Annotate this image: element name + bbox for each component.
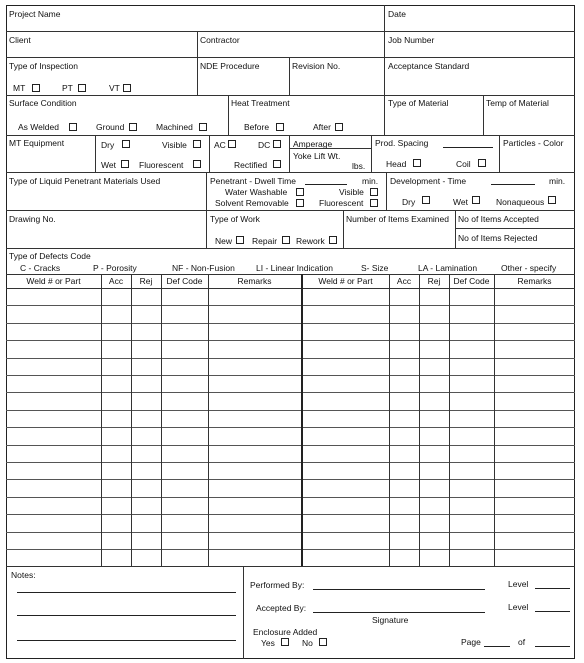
defect-s: S- Size (361, 263, 389, 273)
no-checkbox[interactable] (319, 638, 327, 646)
signature-label: Signature (372, 615, 409, 625)
page-number-line[interactable] (484, 646, 510, 647)
coil-checkbox[interactable] (478, 159, 486, 167)
coil-label: Coil (456, 159, 471, 169)
particles-color-label: Particles - Color (503, 138, 564, 148)
pt-label: PT (62, 83, 73, 93)
ground-label: Ground (96, 122, 125, 132)
items-rejected-label: No of Items Rejected (458, 233, 538, 243)
divider (6, 210, 575, 211)
table-row-line (6, 323, 575, 324)
performed-by-label: Performed By: (250, 580, 305, 590)
notes-label: Notes: (11, 570, 36, 580)
dc-label: DC (258, 140, 271, 150)
nde-procedure-label: NDE Procedure (200, 61, 260, 71)
wet-checkbox[interactable] (121, 160, 129, 168)
defect-c: C - Cracks (20, 263, 61, 273)
accepted-level-line[interactable] (535, 611, 570, 612)
heat-treatment-label: Heat Treatment (231, 98, 290, 108)
repair-label: Repair (252, 236, 278, 246)
table-row-line (6, 479, 575, 480)
before-checkbox[interactable] (276, 123, 284, 131)
mt-label: MT (13, 83, 26, 93)
column-line (419, 274, 420, 566)
after-checkbox[interactable] (335, 123, 343, 131)
dwell-time-line[interactable] (305, 184, 347, 185)
accepted-by-label: Accepted By: (256, 603, 307, 613)
notes-line[interactable] (17, 615, 236, 616)
prod-spacing-line[interactable] (443, 147, 493, 148)
dry-checkbox[interactable] (122, 140, 130, 148)
items-accepted-label: No of Items Accepted (458, 214, 539, 224)
accepted-level-label: Level (508, 602, 529, 612)
type-of-inspection-label: Type of Inspection (9, 61, 78, 71)
column-line (208, 274, 209, 566)
type-of-work-label: Type of Work (210, 214, 260, 224)
date-label: Date (388, 9, 406, 19)
acceptance-standard-label: Acceptance Standard (388, 61, 470, 71)
dev-wet-checkbox[interactable] (472, 196, 480, 204)
machined-label: Machined (156, 122, 193, 132)
as-welded-label: As Welded (18, 122, 59, 132)
divider (197, 31, 198, 57)
performed-level-line[interactable] (535, 588, 570, 589)
nonaqueous-checkbox[interactable] (548, 196, 556, 204)
as-welded-checkbox[interactable] (69, 123, 77, 131)
divider (384, 95, 385, 135)
mt-checkbox[interactable] (32, 84, 40, 92)
rework-label: Rework (296, 236, 325, 246)
header-defcode-left: Def Code (166, 276, 203, 286)
table-row-line (6, 514, 575, 515)
divider (384, 57, 385, 95)
defects-code-title: Type of Defects Code (9, 251, 91, 261)
divider (289, 57, 290, 95)
dev-wet-label: Wet (453, 197, 468, 207)
head-checkbox[interactable] (413, 159, 421, 167)
nonaqueous-label: Nonaqueous (496, 197, 545, 207)
after-label: After (313, 122, 331, 132)
ac-checkbox[interactable] (228, 140, 236, 148)
divider (499, 135, 500, 172)
performed-by-line[interactable] (313, 589, 485, 590)
development-time-label: Development - Time (390, 176, 467, 186)
revision-no-label: Revision No. (292, 61, 341, 71)
divider (289, 135, 290, 172)
table-row-line (6, 462, 575, 463)
job-number-label: Job Number (388, 35, 435, 45)
development-min-label: min. (549, 176, 566, 186)
divider (6, 135, 575, 136)
dwell-time-label: Penetrant - Dwell Time (210, 176, 296, 186)
header-acc-left: Acc (108, 276, 124, 286)
yoke-lift-label: Yoke Lift Wt. (293, 151, 341, 161)
column-line (389, 274, 390, 566)
divider (371, 135, 372, 172)
of-label: of (518, 637, 526, 647)
table-row-line (6, 445, 575, 446)
divider (206, 210, 207, 248)
table-row-line (6, 497, 575, 498)
divider (6, 274, 575, 275)
liquid-penetrant-label: Type of Liquid Penetrant Materials Used (9, 176, 161, 186)
enclosure-added-label: Enclosure Added (253, 627, 318, 637)
divider (209, 135, 210, 172)
divider (343, 210, 344, 248)
table-row-line (6, 305, 575, 306)
fluorescent-label: Fluorescent (139, 160, 184, 170)
notes-line[interactable] (17, 592, 236, 593)
divider (6, 248, 575, 249)
page-total-line[interactable] (535, 646, 570, 647)
table-row-line (6, 427, 575, 428)
dc-checkbox[interactable] (273, 140, 281, 148)
header-acc-right: Acc (396, 276, 412, 286)
header-defcode-right: Def Code (453, 276, 490, 286)
rectified-checkbox[interactable] (273, 160, 281, 168)
lp-visible-checkbox[interactable] (370, 188, 378, 196)
surface-condition-label: Surface Condition (9, 98, 77, 108)
wet-label: Wet (101, 160, 116, 170)
machined-checkbox[interactable] (199, 123, 207, 131)
water-washable-label: Water Washable (225, 187, 288, 197)
divider (455, 210, 456, 248)
header-remarks-right: Remarks (517, 276, 552, 286)
pt-checkbox[interactable] (78, 84, 86, 92)
water-washable-checkbox[interactable] (296, 188, 304, 196)
divider (384, 31, 385, 57)
header-remarks-left: Remarks (237, 276, 272, 286)
accepted-by-line[interactable] (313, 612, 485, 613)
table-row-line (6, 375, 575, 376)
drawing-no-label: Drawing No. (9, 214, 56, 224)
divider (384, 5, 385, 31)
table-row-line (6, 392, 575, 393)
table-header-divider (6, 288, 575, 289)
ground-checkbox[interactable] (129, 123, 137, 131)
header-weld-left: Weld # or Part (26, 276, 81, 286)
visible-label: Visible (162, 140, 187, 150)
no-label: No (302, 638, 313, 648)
lbs-label: lbs. (352, 161, 366, 171)
header-weld-right: Weld # or Part (318, 276, 373, 286)
repair-checkbox[interactable] (282, 236, 290, 244)
fluorescent-checkbox[interactable] (193, 160, 201, 168)
lp-fluorescent-label: Fluorescent (319, 198, 364, 208)
defect-other: Other - specify (501, 263, 557, 273)
divider (95, 135, 96, 172)
rework-checkbox[interactable] (329, 236, 337, 244)
defect-li: LI - Linear Indication (256, 263, 334, 273)
divider (6, 172, 575, 173)
defect-p: P - Porosity (93, 263, 137, 273)
table-row-line (6, 549, 575, 550)
table-row-line (6, 532, 575, 533)
divider (290, 148, 371, 149)
divider (386, 172, 387, 210)
type-of-material-label: Type of Material (388, 98, 449, 108)
development-time-line[interactable] (491, 184, 535, 185)
divider (6, 566, 575, 567)
divider (6, 95, 575, 96)
solvent-removable-label: Solvent Removable (215, 198, 289, 208)
column-line (101, 274, 102, 566)
contractor-label: Contractor (200, 35, 240, 45)
visible-checkbox[interactable] (193, 140, 201, 148)
dry-label: Dry (101, 140, 115, 150)
header-rej-left: Rej (139, 276, 153, 286)
project-name-label: Project Name (9, 9, 61, 19)
dev-dry-label: Dry (402, 197, 416, 207)
vt-checkbox[interactable] (123, 84, 131, 92)
mt-equipment-label: MT Equipment (9, 138, 65, 148)
defect-la: LA - Lamination (418, 263, 478, 273)
notes-line[interactable] (17, 640, 236, 641)
center-divider (301, 274, 303, 566)
divider (483, 95, 484, 135)
defect-nf: NF - Non-Fusion (172, 263, 235, 273)
table-row-line (6, 340, 575, 341)
new-label: New (215, 236, 233, 246)
divider (206, 172, 207, 210)
column-line (131, 274, 132, 566)
rectified-label: Rectified (234, 160, 268, 170)
lp-visible-label: Visible (339, 187, 364, 197)
prod-spacing-label: Prod. Spacing (375, 138, 429, 148)
performed-level-label: Level (508, 579, 529, 589)
divider (228, 95, 229, 135)
before-label: Before (244, 122, 270, 132)
yes-checkbox[interactable] (281, 638, 289, 646)
table-row-line (6, 358, 575, 359)
items-examined-label: Number of Items Examined (346, 214, 449, 224)
ac-label: AC (214, 140, 226, 150)
divider (6, 57, 575, 58)
table-row-line (6, 410, 575, 411)
new-checkbox[interactable] (236, 236, 244, 244)
dwell-min-label: min. (362, 176, 379, 186)
divider (197, 57, 198, 95)
dev-dry-checkbox[interactable] (422, 196, 430, 204)
temp-of-material-label: Temp of Material (486, 98, 549, 108)
lp-fluorescent-checkbox[interactable] (370, 199, 378, 207)
amperage-label: Amperage (293, 139, 333, 149)
divider (243, 566, 244, 659)
header-rej-right: Rej (427, 276, 441, 286)
vt-label: VT (109, 83, 120, 93)
divider (6, 31, 575, 32)
column-line (449, 274, 450, 566)
column-line (161, 274, 162, 566)
client-label: Client (9, 35, 31, 45)
head-label: Head (386, 159, 407, 169)
column-line (494, 274, 495, 566)
yes-label: Yes (261, 638, 275, 648)
solvent-removable-checkbox[interactable] (296, 199, 304, 207)
page-label: Page (461, 637, 481, 647)
divider (455, 228, 575, 229)
